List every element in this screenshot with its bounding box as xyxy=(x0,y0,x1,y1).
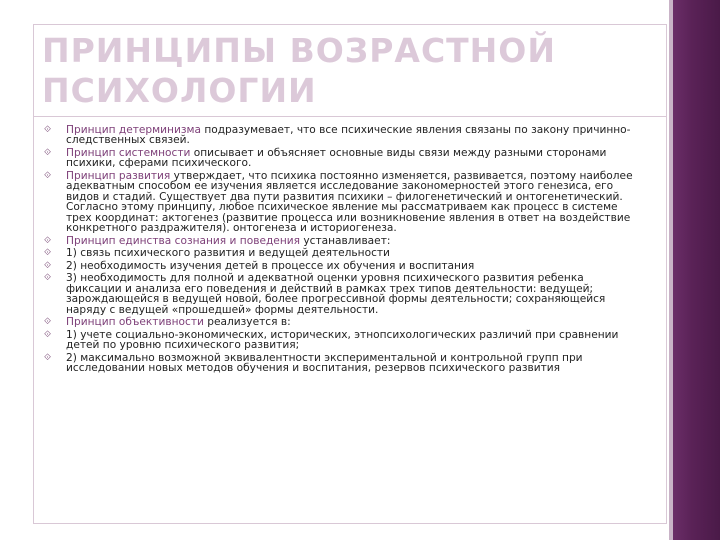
item-highlight: Принцип объективности xyxy=(66,316,204,329)
list-item xyxy=(34,148,666,169)
item-text: 3) необходимость для полной и адекватной оценки уровня психического развития ребенка фиксации и анализа его поведения и действий в рамках трех типов деятельности: ведущей; зарождающейся в ведущей новой, более прогрессивной формы деятельности; сохраняющейся наряду с ведущей «прошедшей» формы деятельности. xyxy=(66,272,606,316)
list-item xyxy=(34,353,666,374)
rotated-square-bullet-icon: ⟐ xyxy=(44,235,52,246)
item-highlight: Принцип единства сознания и поведения xyxy=(66,234,300,247)
item-text: подразумевает, что все психические явления связаны по закону причинно-следственных связей. xyxy=(66,124,631,147)
rotated-square-bullet-icon: ⟐ xyxy=(44,125,52,135)
list-item xyxy=(34,248,666,258)
item-text: 2) максимально возможной эквивалентности экспериментальной и контрольной групп при исследовании новых методов обучения и воспитания, резервов психического развития xyxy=(66,351,583,375)
item-highlight: Принцип системности xyxy=(66,147,191,159)
list-item xyxy=(34,330,666,351)
list-item xyxy=(34,236,666,246)
rotated-square-bullet-icon: ⟐ xyxy=(44,171,52,181)
item-text: реализуется в: xyxy=(203,316,291,329)
rotated-square-bullet-icon: ⟐ xyxy=(44,260,52,271)
principles-list xyxy=(34,125,666,376)
item-text: описывает и объясняет основные виды связи между разными сторонами психики, сферами психического. xyxy=(66,147,607,170)
rotated-square-bullet-icon: ⟐ xyxy=(44,317,52,328)
item-text: 1) связь психического развития и ведущей деятельности xyxy=(66,247,390,260)
item-highlight: Принцип детерминизма xyxy=(66,124,201,136)
list-item xyxy=(34,171,666,233)
item-text: 1) учете социально-экономических, исторических, этнопсихологических различий при сравнении детей по уровню психического развития; xyxy=(66,328,619,352)
item-highlight: Принцип развития xyxy=(66,170,171,182)
list-item xyxy=(34,273,666,315)
item-text: 2) необходимость изучения детей в процессе их обучения и воспитания xyxy=(66,259,475,272)
list-item xyxy=(34,125,666,146)
item-text: устанавливает: xyxy=(300,234,391,247)
title-box xyxy=(34,25,666,117)
list-item xyxy=(34,261,666,271)
rotated-square-bullet-icon: ⟐ xyxy=(44,273,52,284)
slide-title: ПРИНЦИПЫ ВОЗРАСТНОЙ ПСИХОЛОГИИ xyxy=(42,31,556,110)
rotated-square-bullet-icon: ⟐ xyxy=(44,148,52,158)
list-item xyxy=(34,317,666,327)
item-text: утверждает, что психика постоянно изменяется, развивается, поэтому наиболее адекватным способом ее изучения является исследование закономерностей этого генезиса, его видов и стадий. Существует два пути развития психики – филогенетический и онтогенетический. Согласно этому принципу, любое психическое явление мы рассматриваем как процесс в системе трех координат: актогенез (развитие процесса или возникновение явления в ответ на воздействие конкретного раздражителя). онтогенеза и историогенеза. xyxy=(66,170,633,235)
rotated-square-bullet-icon: ⟐ xyxy=(44,329,52,340)
side-decor-bar xyxy=(673,0,720,540)
slide-frame xyxy=(33,24,667,524)
rotated-square-bullet-icon: ⟐ xyxy=(44,248,52,259)
rotated-square-bullet-icon: ⟐ xyxy=(44,352,52,363)
